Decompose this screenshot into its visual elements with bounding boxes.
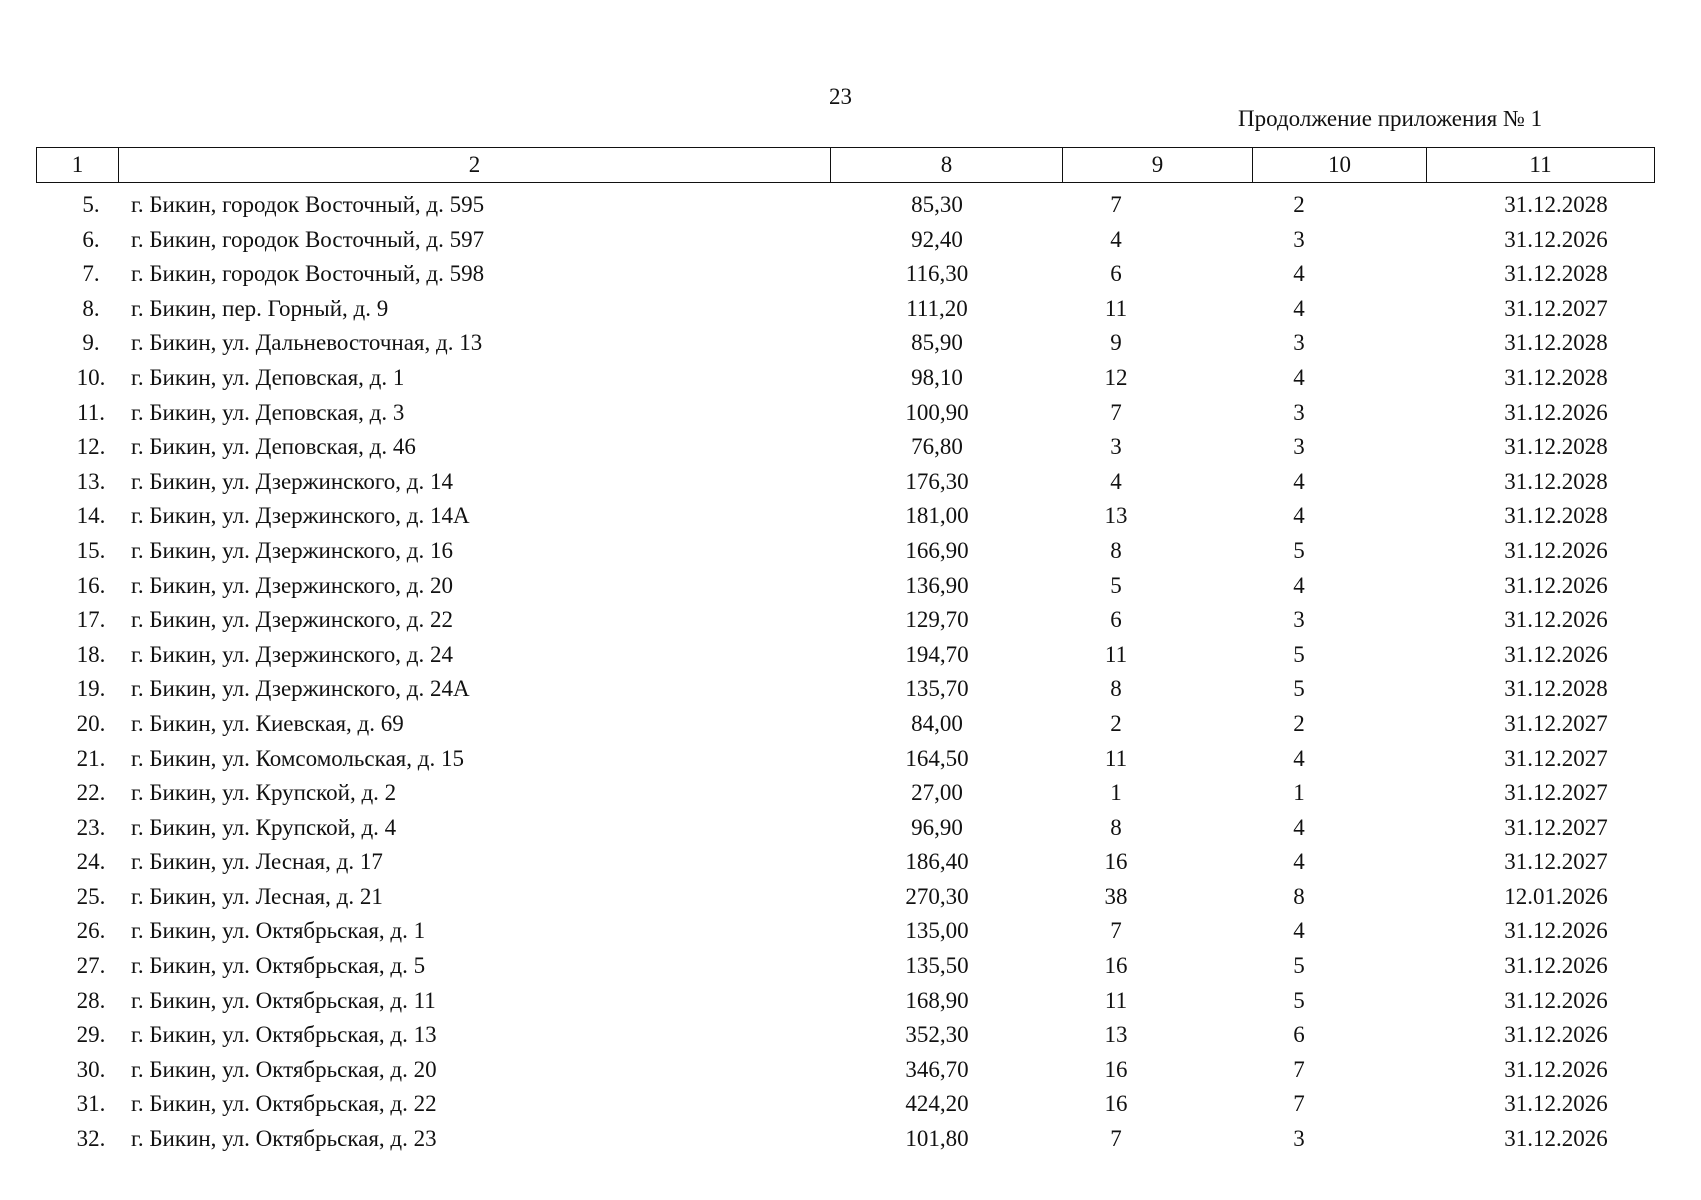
row-area: 352,30 [905,1022,969,1048]
row-col-10: 3 [1293,1126,1305,1152]
row-address: г. Бикин, ул. Деповская, д. 3 [131,399,405,425]
row-address: г. Бикин, ул. Крупской, д. 2 [131,780,397,806]
row-area: 135,70 [905,676,969,702]
row-area: 98,10 [911,364,963,390]
row-address: г. Бикин, ул. Деповская, д. 46 [131,434,416,460]
header-col-2: 2 [119,148,831,183]
row-area: 96,90 [911,814,963,840]
table-header [36,147,1655,183]
row-area: 85,30 [911,192,963,217]
row-area: 346,70 [905,1056,969,1082]
row-date: 31.12.2026 [1504,953,1608,979]
row-address: г. Бикин, ул. Деповская, д. 1 [131,364,405,390]
row-date: 31.12.2028 [1504,261,1608,287]
header-col-8: 8 [831,148,1063,183]
row-col-10: 3 [1293,226,1305,252]
row-col-9: 13 [1104,1022,1128,1048]
row-area: 136,90 [905,572,969,598]
row-address: г. Бикин, ул. Киевская, д. 69 [131,710,404,736]
row-col-10: 3 [1293,607,1305,633]
table-row [36,811,1654,846]
table-row [36,914,1654,949]
table-body [36,188,1654,1157]
row-date: 31.12.2026 [1504,399,1608,425]
row-address: г. Бикин, городок Восточный, д. 595 [131,192,485,217]
row-col-9: 3 [1110,434,1122,460]
row-number: 20. [76,710,106,736]
row-col-9: 8 [1110,676,1122,702]
row-col-10: 2 [1293,710,1305,736]
row-date: 31.12.2028 [1504,330,1608,356]
table-row [36,499,1654,534]
row-number: 5. [82,192,100,217]
row-number: 11. [77,399,105,425]
row-number: 14. [76,503,106,529]
row-col-9: 2 [1110,710,1122,736]
row-col-9: 11 [1104,641,1128,667]
row-col-9: 11 [1104,987,1128,1013]
row-area: 84,00 [911,710,963,736]
row-col-10: 6 [1293,1022,1305,1048]
row-number: 22. [76,780,106,806]
row-date: 31.12.2026 [1504,1126,1608,1152]
table-row [36,292,1654,327]
row-number: 17. [76,607,106,633]
row-date: 31.12.2026 [1504,641,1608,667]
table-row [36,984,1654,1019]
row-col-10: 5 [1293,987,1305,1013]
row-date: 31.12.2027 [1504,780,1608,806]
row-col-10: 3 [1293,330,1305,356]
header-col-11: 11 [1427,148,1655,183]
row-area: 166,90 [905,537,969,563]
row-col-9: 11 [1104,745,1128,771]
row-number: 31. [76,1091,106,1117]
table-row [36,742,1654,777]
row-date: 31.12.2028 [1504,468,1608,494]
row-date: 31.12.2026 [1504,987,1608,1013]
row-col-10: 5 [1293,537,1305,563]
row-area: 168,90 [905,987,969,1013]
row-area: 100,90 [905,399,969,425]
table-row [36,361,1654,396]
row-number: 7. [82,261,100,287]
row-date: 31.12.2026 [1504,537,1608,563]
table-row [36,1018,1654,1053]
header-col-1: 1 [37,148,119,183]
row-col-9: 8 [1110,814,1122,840]
row-address: г. Бикин, ул. Дзержинского, д. 14 [131,468,453,494]
row-area: 27,00 [911,780,963,806]
row-number: 21. [76,745,106,771]
table-row [36,569,1654,604]
row-col-9: 12 [1104,364,1128,390]
row-col-9: 4 [1110,226,1122,252]
row-col-10: 4 [1293,503,1305,529]
row-address: г. Бикин, ул. Октябрьская, д. 22 [131,1091,437,1117]
row-area: 76,80 [911,434,963,460]
row-area: 129,70 [905,607,969,633]
row-area: 135,00 [905,918,969,944]
row-col-10: 7 [1293,1091,1305,1117]
row-area: 181,00 [905,503,969,529]
table-row [36,430,1654,465]
row-col-9: 6 [1110,261,1122,287]
row-area: 164,50 [905,745,969,771]
row-col-10: 4 [1293,849,1305,875]
row-col-10: 4 [1293,468,1305,494]
row-address: г. Бикин, ул. Дальневосточная, д. 13 [131,330,483,356]
row-number: 15. [76,537,106,563]
table-row [36,707,1654,742]
table-row [36,1122,1654,1157]
row-number: 13. [76,468,106,494]
page-number: 23 [829,84,852,109]
row-area: 101,80 [905,1126,969,1152]
table-row [36,257,1654,292]
row-col-9: 4 [1110,468,1122,494]
row-area: 92,40 [911,226,963,252]
row-number: 12. [76,434,106,460]
table-row [36,845,1654,880]
table-row [36,638,1654,673]
row-col-9: 38 [1104,883,1128,909]
row-number: 16. [76,572,106,598]
row-area: 424,20 [905,1091,969,1117]
row-number: 8. [82,295,100,321]
header-row [37,148,1655,183]
row-col-9: 16 [1104,1091,1128,1117]
row-area: 194,70 [905,641,969,667]
row-date: 31.12.2028 [1504,434,1608,460]
row-col-10: 1 [1293,780,1305,806]
row-date: 12.01.2026 [1504,883,1608,909]
row-address: г. Бикин, ул. Дзержинского, д. 24 [131,641,453,667]
row-col-9: 7 [1110,192,1122,217]
row-number: 10. [76,364,106,390]
row-number: 25. [76,883,106,909]
row-date: 31.12.2026 [1504,1056,1608,1082]
row-date: 31.12.2028 [1504,676,1608,702]
row-date: 31.12.2026 [1504,607,1608,633]
row-date: 31.12.2026 [1504,226,1608,252]
row-col-10: 4 [1293,572,1305,598]
table-row [36,672,1654,707]
row-col-9: 13 [1104,503,1128,529]
row-number: 27. [76,953,106,979]
appendix-note: Продолжение приложения № 1 [1238,106,1543,131]
row-col-10: 4 [1293,918,1305,944]
row-area: 270,30 [905,883,969,909]
row-date: 31.12.2026 [1504,572,1608,598]
table-row [36,1087,1654,1122]
header-col-10: 10 [1253,148,1427,183]
row-address: г. Бикин, ул. Дзержинского, д. 24А [131,676,470,702]
row-address: г. Бикин, ул. Комсомольская, д. 15 [131,745,464,771]
row-date: 31.12.2027 [1504,710,1608,736]
row-address: г. Бикин, ул. Октябрьская, д. 20 [131,1056,437,1082]
row-date: 31.12.2027 [1504,814,1608,840]
row-area: 111,20 [906,295,968,321]
row-col-10: 3 [1293,399,1305,425]
row-address: г. Бикин, городок Восточный, д. 597 [131,226,485,252]
row-col-10: 5 [1293,676,1305,702]
row-date: 31.12.2028 [1504,503,1608,529]
header-col-9: 9 [1063,148,1253,183]
row-number: 32. [76,1126,106,1152]
row-date: 31.12.2028 [1504,364,1608,390]
row-col-10: 2 [1293,192,1305,217]
row-area: 85,90 [911,330,963,356]
row-address: г. Бикин, пер. Горный, д. 9 [131,295,389,321]
row-address: г. Бикин, ул. Дзержинского, д. 16 [131,537,453,563]
row-col-9: 9 [1110,330,1122,356]
row-col-10: 4 [1293,814,1305,840]
row-date: 31.12.2026 [1504,1022,1608,1048]
row-date: 31.12.2027 [1504,849,1608,875]
row-number: 24. [76,849,106,875]
row-number: 9. [82,330,100,356]
row-col-9: 16 [1104,953,1128,979]
row-col-10: 4 [1293,261,1305,287]
table-row [36,949,1654,984]
row-address: г. Бикин, ул. Лесная, д. 17 [131,849,383,875]
row-address: г. Бикин, ул. Октябрьская, д. 11 [131,987,436,1013]
row-address: г. Бикин, ул. Дзержинского, д. 20 [131,572,453,598]
row-address: г. Бикин, ул. Октябрьская, д. 5 [131,953,426,979]
row-number: 6. [82,226,100,252]
table-row [36,603,1654,638]
table-row [36,534,1654,569]
row-number: 29. [76,1022,106,1048]
row-address: г. Бикин, ул. Октябрьская, д. 23 [131,1126,437,1152]
row-col-9: 7 [1110,1126,1122,1152]
row-number: 30. [76,1056,106,1082]
row-col-10: 7 [1293,1056,1305,1082]
table-row [36,776,1654,811]
table-row [36,396,1654,431]
row-number: 26. [76,918,106,944]
row-area: 176,30 [905,468,969,494]
row-area: 116,30 [905,261,969,287]
row-col-10: 3 [1293,434,1305,460]
table-row [36,880,1654,915]
row-date: 31.12.2028 [1504,192,1608,217]
row-date: 31.12.2026 [1504,918,1608,944]
row-address: г. Бикин, ул. Лесная, д. 21 [131,883,383,909]
row-number: 28. [76,987,106,1013]
row-col-9: 16 [1104,1056,1128,1082]
row-address: г. Бикин, ул. Дзержинского, д. 14А [131,503,470,529]
row-col-9: 7 [1110,399,1122,425]
row-col-9: 8 [1110,537,1122,563]
row-number: 23. [76,814,106,840]
row-date: 31.12.2027 [1504,745,1608,771]
row-address: г. Бикин, городок Восточный, д. 598 [131,261,485,287]
table-row [36,326,1654,361]
row-col-9: 11 [1104,295,1128,321]
row-col-9: 7 [1110,918,1122,944]
row-address: г. Бикин, ул. Дзержинского, д. 22 [131,607,453,633]
row-address: г. Бикин, ул. Октябрьская, д. 1 [131,918,426,944]
row-area: 186,40 [905,849,969,875]
row-col-9: 1 [1110,780,1122,806]
row-col-9: 5 [1110,572,1122,598]
row-col-10: 4 [1293,295,1305,321]
row-col-10: 5 [1293,953,1305,979]
row-col-10: 8 [1293,883,1305,909]
row-date: 31.12.2027 [1504,295,1608,321]
row-col-9: 16 [1104,849,1128,875]
row-number: 18. [76,641,106,667]
row-col-10: 4 [1293,745,1305,771]
table-row [36,465,1654,500]
row-address: г. Бикин, ул. Октябрьская, д. 13 [131,1022,437,1048]
row-col-10: 5 [1293,641,1305,667]
table-row [36,223,1654,258]
table-row [36,1053,1654,1088]
row-area: 135,50 [905,953,969,979]
row-col-10: 4 [1293,364,1305,390]
row-address: г. Бикин, ул. Крупской, д. 4 [131,814,397,840]
row-date: 31.12.2026 [1504,1091,1608,1117]
row-number: 19. [76,676,106,702]
row-col-9: 6 [1110,607,1122,633]
table-row [36,188,1654,223]
